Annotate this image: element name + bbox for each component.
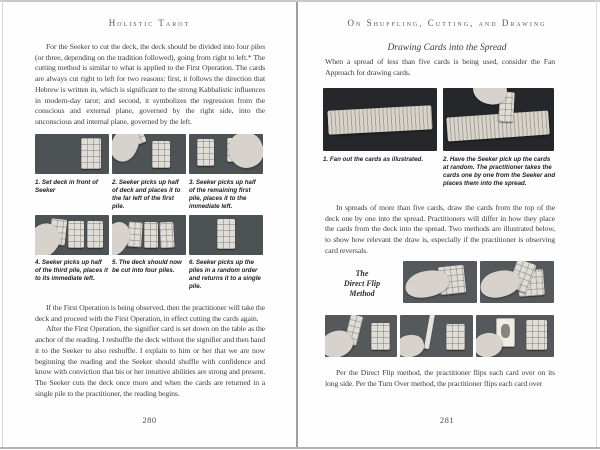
pile (159, 222, 174, 249)
direct-flip-method-label (332, 269, 392, 299)
right-intro-text: When a spread of less than five cards is being used, consider the Fan Approach for drawing cards. (325, 57, 555, 77)
right-paragraph-2-text: Per the Direct Flip method, the practitioner flips each card over on its long side. Per the Turn Over method, the practitioner flips each card over (325, 368, 555, 388)
photo-flip-5-card-revealed (476, 315, 554, 357)
edge-on-card (424, 315, 435, 349)
right-intro (325, 57, 555, 81)
photo-fan-step-2 (443, 88, 554, 151)
deck (217, 219, 235, 249)
photo-step-3-remaining-pile (189, 134, 263, 174)
method-label-line-2: Direct Flip (343, 279, 381, 288)
photo-flip-3-card-on-edge (325, 315, 397, 357)
bottom-page-edge (0, 447, 600, 449)
deck (371, 323, 390, 350)
hand (224, 134, 263, 173)
caption-step-2: 2. Seeker picks up half of deck and places it to the far left of the first pile. (112, 179, 181, 210)
caption-step-6: 6. Seeker picks up the piles in a random order and returns it to a single pile. (189, 259, 261, 290)
card-figure (501, 324, 510, 338)
right-running-head: On Shuffling, Cutting, and Drawing (347, 18, 547, 28)
deck (197, 139, 214, 166)
pile (144, 222, 158, 248)
hand (400, 332, 426, 357)
pile (68, 221, 84, 248)
section-subtitle: Drawing Cards into the Spread (387, 43, 507, 53)
left-running-head: Holistic Tarot (108, 18, 191, 28)
deck (526, 320, 547, 350)
caption-step-3: 3. Seeker picks up half of the remaining first pile, places it to the immediate left. (189, 179, 256, 210)
deck (81, 138, 101, 169)
photo-step-4-third-pile (35, 215, 109, 255)
hand (112, 134, 144, 166)
left-paragraph-2a-text: If the First Operation is being observed, then the practitioner will take the deck and proceed with the First Operation, in effect cutting the cards again. (35, 303, 265, 323)
left-page-number: 280 (142, 415, 157, 425)
photo-fan-step-1 (323, 88, 437, 151)
deck (446, 324, 465, 350)
caption-fan-step-1: 1. Fan out the cards as illustrated. (323, 156, 424, 163)
right-page (298, 2, 596, 446)
method-label-line-3: Method (349, 289, 375, 298)
photo-step-1-set-deck (35, 134, 109, 174)
photo-flip-1-hand-on-deck (403, 261, 477, 303)
caption-step-4: 4. Seeker picks up half of the third pile, places it to its immediate left. (35, 259, 108, 282)
caption-fan-step-2: 2. Have the Seeker pick up the cards at random. The practitioner takes the cards one by one from the Seeker and places them into the spread. (443, 156, 556, 187)
left-paragraph-1 (35, 42, 265, 134)
photo-step-6-single-pile (189, 215, 263, 255)
method-label-line-1: The (355, 269, 369, 278)
fanned-cards (327, 105, 432, 134)
photo-flip-4-card-edge-on (400, 315, 473, 357)
photo-flip-2-lift-card (480, 261, 554, 303)
left-paragraph-2 (35, 303, 265, 403)
right-page-edge (596, 0, 597, 447)
right-paragraph-2 (325, 368, 555, 394)
photo-step-5-four-piles (112, 215, 186, 255)
caption-step-1: 1. Set deck in front of Seeker (35, 179, 98, 194)
photo-step-2-pick-up-half (112, 134, 186, 174)
caption-step-5: 5. The deck should now be cut into four piles. (112, 259, 182, 274)
right-page-number: 281 (439, 415, 455, 425)
left-paragraph-2b-text: After the First Operation, the signifier card is set down on the table as the anchor of the reading. I reshuffle the deck without the signifier and then hand it to the Seeker to also reshuffle. I explain to him or her that we are now beginning the reading and the Seeker should shuffle with confidence and know with conviction that his or her intuitive abilities are strong and present. The Seeker cuts the deck once more and when the cards are returned in a single pile to the practitioner, the reading begins. (35, 324, 265, 398)
left-paragraph-1-text: For the Seeker to cut the deck, the deck should be divided into four piles (or three, depending on the tradition followed), going from right to left.* The cutting method is similar to what is applied to the First Operation. The cards are always cut right to left for two reasons: first, it follows the direction that Hebrew is written in, which is significant to the strong Kabbalistic influences in modern-day tarot; and second, it symbolizes the regression from the conscious and external plane, governed by the right side, into the unconscious and internal plane, governed by the left. (35, 42, 265, 126)
right-paragraph-1 (325, 203, 555, 261)
pile (87, 221, 103, 248)
right-paragraph-1-text: In spreads of more than five cards, draw the cards from the top of the deck one by one into the spread. Practitioners will differ in how they place the cards from the deck into the spread. Two methods are illustrated below, to show how relevant the draw is, especially if the practitioner is observing card reversals. (325, 203, 555, 255)
deck (152, 141, 170, 168)
left-page (3, 2, 296, 446)
